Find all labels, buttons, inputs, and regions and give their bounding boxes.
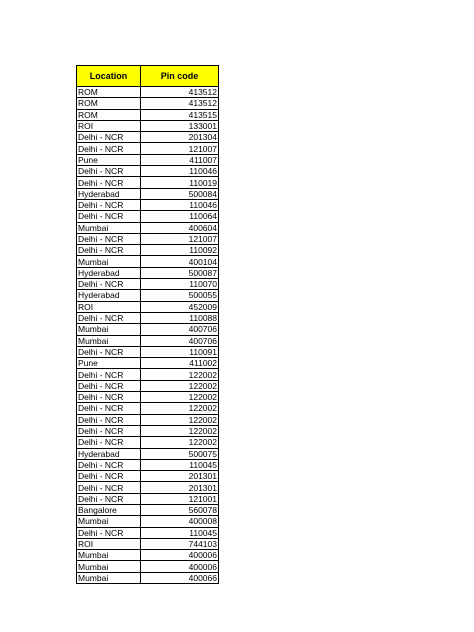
table-row xyxy=(77,425,219,436)
cell-pin-code[interactable]: 122002 xyxy=(141,392,219,403)
cell-location[interactable]: Pune xyxy=(77,154,141,165)
cell-location[interactable]: Mumbai xyxy=(77,222,141,233)
table-row xyxy=(77,504,219,515)
cell-location[interactable]: Delhi - NCR xyxy=(77,143,141,154)
table-row xyxy=(77,109,219,120)
cell-location[interactable]: Delhi - NCR xyxy=(77,471,141,482)
table-row xyxy=(77,380,219,391)
table-row xyxy=(77,538,219,549)
table-row xyxy=(77,572,219,583)
cell-location[interactable]: ROM xyxy=(77,98,141,109)
cell-pin-code[interactable]: 110070 xyxy=(141,279,219,290)
header-location[interactable]: Location xyxy=(77,66,141,87)
cell-pin-code[interactable]: 110091 xyxy=(141,346,219,357)
table-row xyxy=(77,493,219,504)
cell-pin-code[interactable]: 400006 xyxy=(141,550,219,561)
cell-location[interactable]: Delhi - NCR xyxy=(77,425,141,436)
cell-location[interactable]: ROI xyxy=(77,301,141,312)
cell-pin-code[interactable]: 400104 xyxy=(141,256,219,267)
table-row xyxy=(77,527,219,538)
table-row xyxy=(77,346,219,357)
table-row xyxy=(77,177,219,188)
table-row xyxy=(77,245,219,256)
table-row xyxy=(77,448,219,459)
cell-location[interactable]: Hyderabad xyxy=(77,448,141,459)
cell-location[interactable]: Delhi - NCR xyxy=(77,279,141,290)
cell-pin-code[interactable]: 500087 xyxy=(141,267,219,278)
cell-location[interactable]: Bangalore xyxy=(77,504,141,515)
table-row xyxy=(77,290,219,301)
cell-pin-code[interactable]: 110088 xyxy=(141,312,219,323)
table-row xyxy=(77,132,219,143)
cell-location[interactable]: Delhi - NCR xyxy=(77,132,141,143)
cell-pin-code[interactable]: 122002 xyxy=(141,403,219,414)
cell-location[interactable]: Mumbai xyxy=(77,335,141,346)
cell-pin-code[interactable]: 122002 xyxy=(141,425,219,436)
cell-location[interactable]: Delhi - NCR xyxy=(77,392,141,403)
cell-pin-code[interactable]: 110045 xyxy=(141,459,219,470)
cell-pin-code[interactable]: 500055 xyxy=(141,290,219,301)
header-row xyxy=(77,66,219,87)
cell-location[interactable]: Delhi - NCR xyxy=(77,166,141,177)
cell-location[interactable]: Delhi - NCR xyxy=(77,312,141,323)
table-row xyxy=(77,561,219,572)
cell-location[interactable]: Delhi - NCR xyxy=(77,437,141,448)
cell-pin-code[interactable]: 201301 xyxy=(141,471,219,482)
table-row xyxy=(77,414,219,425)
cell-location[interactable]: ROI xyxy=(77,120,141,131)
cell-pin-code[interactable]: 110046 xyxy=(141,199,219,210)
cell-location[interactable]: Mumbai xyxy=(77,561,141,572)
cell-pin-code[interactable]: 400604 xyxy=(141,222,219,233)
cell-location[interactable]: ROI xyxy=(77,538,141,549)
cell-pin-code[interactable]: 122002 xyxy=(141,380,219,391)
cell-location[interactable]: Mumbai xyxy=(77,572,141,583)
cell-location[interactable]: Delhi - NCR xyxy=(77,177,141,188)
cell-location[interactable]: ROM xyxy=(77,87,141,98)
cell-pin-code[interactable]: 413512 xyxy=(141,98,219,109)
table-row xyxy=(77,482,219,493)
cell-location[interactable]: Mumbai xyxy=(77,516,141,527)
cell-location[interactable]: Delhi - NCR xyxy=(77,199,141,210)
cell-location[interactable]: Mumbai xyxy=(77,550,141,561)
table-row xyxy=(77,550,219,561)
cell-pin-code[interactable]: 133001 xyxy=(141,120,219,131)
table-row xyxy=(77,312,219,323)
table-row xyxy=(77,154,219,165)
table-row xyxy=(77,335,219,346)
cell-pin-code[interactable]: 400706 xyxy=(141,324,219,335)
cell-pin-code[interactable]: 201304 xyxy=(141,132,219,143)
cell-location[interactable]: Delhi - NCR xyxy=(77,233,141,244)
cell-location[interactable]: Delhi - NCR xyxy=(77,380,141,391)
table-row xyxy=(77,471,219,482)
cell-pin-code[interactable]: 400706 xyxy=(141,335,219,346)
cell-location[interactable]: Mumbai xyxy=(77,324,141,335)
cell-pin-code[interactable]: 400008 xyxy=(141,516,219,527)
cell-pin-code[interactable]: 452009 xyxy=(141,301,219,312)
cell-pin-code[interactable]: 121007 xyxy=(141,143,219,154)
cell-location[interactable]: Delhi - NCR xyxy=(77,245,141,256)
cell-pin-code[interactable]: 121001 xyxy=(141,493,219,504)
cell-pin-code[interactable]: 122002 xyxy=(141,437,219,448)
cell-pin-code[interactable]: 122002 xyxy=(141,414,219,425)
table-row xyxy=(77,437,219,448)
cell-location[interactable]: Delhi - NCR xyxy=(77,459,141,470)
table-row xyxy=(77,324,219,335)
table-row xyxy=(77,188,219,199)
table-row xyxy=(77,199,219,210)
table-body xyxy=(77,87,219,584)
cell-location[interactable]: Delhi - NCR xyxy=(77,527,141,538)
cell-pin-code[interactable]: 400006 xyxy=(141,561,219,572)
cell-location[interactable]: Hyderabad xyxy=(77,267,141,278)
table-row xyxy=(77,369,219,380)
table-row xyxy=(77,403,219,414)
cell-pin-code[interactable]: 201301 xyxy=(141,482,219,493)
cell-location[interactable]: Pune xyxy=(77,358,141,369)
cell-pin-code[interactable]: 413515 xyxy=(141,109,219,120)
cell-pin-code[interactable]: 110019 xyxy=(141,177,219,188)
table-row xyxy=(77,98,219,109)
table-row xyxy=(77,256,219,267)
table-row xyxy=(77,301,219,312)
cell-pin-code[interactable]: 744103 xyxy=(141,538,219,549)
table-row xyxy=(77,87,219,98)
table-row xyxy=(77,211,219,222)
table-row xyxy=(77,143,219,154)
cell-location[interactable]: Delhi - NCR xyxy=(77,369,141,380)
cell-location[interactable]: ROM xyxy=(77,109,141,120)
cell-location[interactable]: Delhi - NCR xyxy=(77,414,141,425)
table-row xyxy=(77,120,219,131)
cell-location[interactable]: Hyderabad xyxy=(77,290,141,301)
table-row xyxy=(77,516,219,527)
cell-pin-code[interactable]: 400066 xyxy=(141,572,219,583)
cell-location[interactable]: Delhi - NCR xyxy=(77,346,141,357)
cell-pin-code[interactable]: 122002 xyxy=(141,369,219,380)
cell-pin-code[interactable]: 560078 xyxy=(141,504,219,515)
location-pincode-table xyxy=(76,65,219,584)
cell-location[interactable]: Delhi - NCR xyxy=(77,211,141,222)
table-row xyxy=(77,233,219,244)
header-pin-code[interactable]: Pin code xyxy=(141,66,219,87)
table-row xyxy=(77,279,219,290)
cell-pin-code[interactable]: 121007 xyxy=(141,233,219,244)
spreadsheet-sheet xyxy=(76,65,218,584)
cell-pin-code[interactable]: 411002 xyxy=(141,358,219,369)
cell-location[interactable]: Hyderabad xyxy=(77,188,141,199)
table-row xyxy=(77,459,219,470)
cell-pin-code[interactable]: 110092 xyxy=(141,245,219,256)
cell-pin-code[interactable]: 500075 xyxy=(141,448,219,459)
cell-location[interactable]: Delhi - NCR xyxy=(77,493,141,504)
cell-location[interactable]: Delhi - NCR xyxy=(77,403,141,414)
table-row xyxy=(77,358,219,369)
table-row xyxy=(77,267,219,278)
cell-pin-code[interactable]: 110064 xyxy=(141,211,219,222)
cell-location[interactable]: Mumbai xyxy=(77,256,141,267)
table-row xyxy=(77,392,219,403)
table-row xyxy=(77,166,219,177)
cell-pin-code[interactable]: 500084 xyxy=(141,188,219,199)
cell-pin-code[interactable]: 413512 xyxy=(141,87,219,98)
cell-pin-code[interactable]: 110046 xyxy=(141,166,219,177)
cell-location[interactable]: Delhi - NCR xyxy=(77,482,141,493)
cell-pin-code[interactable]: 411007 xyxy=(141,154,219,165)
cell-pin-code[interactable]: 110045 xyxy=(141,527,219,538)
table-row xyxy=(77,222,219,233)
